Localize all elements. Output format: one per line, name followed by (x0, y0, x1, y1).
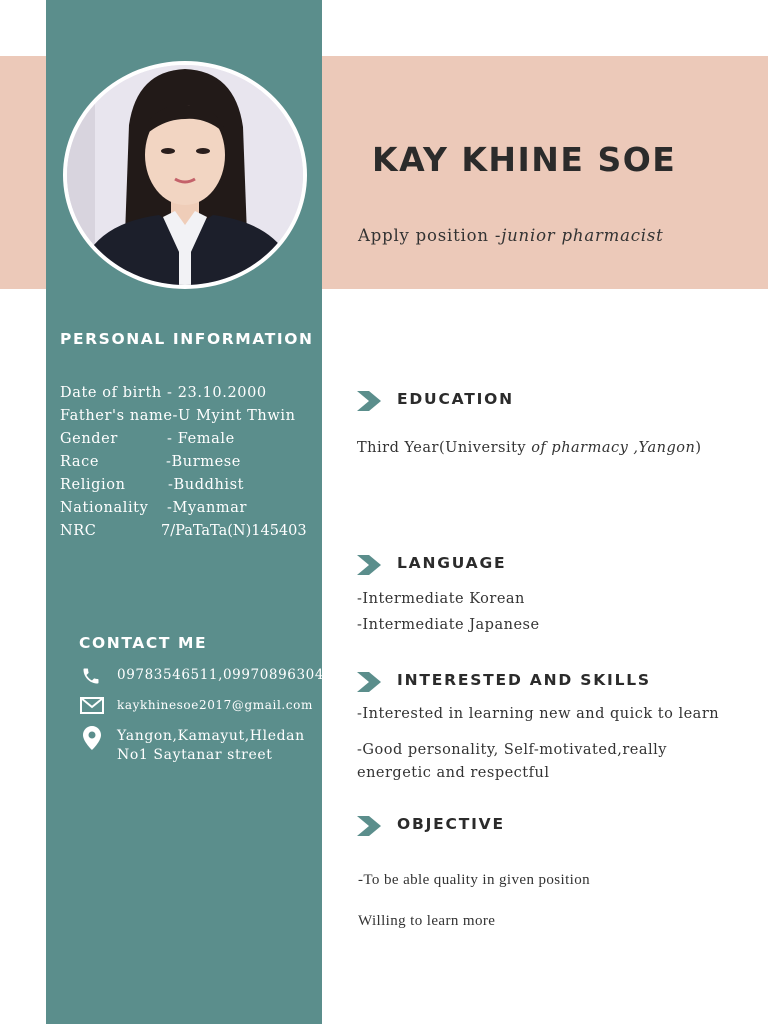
personal-info-heading: PERSONAL INFORMATION (60, 330, 314, 348)
phone-icon (80, 666, 102, 690)
personal-info-row (60, 500, 248, 522)
personal-info-row: Date of birth - 23.10.2000 (60, 385, 267, 401)
education-text (357, 440, 701, 456)
skills-title: INTERESTED AND SKILLS (397, 671, 651, 689)
education-title: EDUCATION (397, 390, 514, 408)
religion-value: -Buddhist (168, 477, 245, 493)
nationality-label: Nationality (60, 500, 149, 516)
personal-info-row (60, 523, 307, 545)
email-address: kaykhinesoe2017@gmail.com (117, 698, 313, 712)
apply-position-prefix: Apply position - (358, 226, 502, 245)
chevron-icon (357, 672, 381, 696)
objective-title: OBJECTIVE (397, 815, 505, 833)
race-label: Race (60, 454, 99, 470)
personal-info-row (60, 454, 241, 476)
skills-item: energetic and respectful (357, 765, 550, 781)
profile-photo (63, 61, 307, 289)
chevron-icon (357, 816, 381, 840)
objective-item: Willing to learn more (358, 913, 496, 929)
nrc-value: 7/PaTaTa(N)145403 (161, 523, 307, 539)
skills-item: -Interested in learning new and quick to learn (357, 706, 720, 722)
address-line-2: No1 Saytanar street (117, 747, 273, 763)
personal-info-row (60, 477, 245, 499)
education-prefix: Third Year(University (357, 440, 532, 456)
objective-item: -To be able quality in given position (358, 872, 591, 888)
skills-item: -Good personality, Self-motivated,really (357, 742, 667, 758)
nationality-value: -Myanmar (167, 500, 248, 516)
language-item: -Intermediate Japanese (357, 617, 540, 633)
chevron-icon (357, 391, 381, 415)
phone-number: 09783546511,09970896304 (117, 667, 325, 683)
race-value: -Burmese (166, 454, 241, 470)
language-item: -Intermediate Korean (357, 591, 525, 607)
address-line-1: Yangon,Kamayut,Hledan (117, 728, 305, 744)
mail-icon (80, 697, 104, 718)
education-suffix: ) (695, 440, 702, 456)
apply-position-title: junior pharmacist (501, 226, 664, 245)
chevron-icon (357, 555, 381, 579)
gender-value: - Female (167, 431, 235, 447)
personal-info-row: Father's name-U Myint Thwin (60, 408, 296, 424)
contact-heading: CONTACT ME (79, 634, 208, 652)
location-pin-icon (83, 726, 101, 754)
language-title: LANGUAGE (397, 554, 507, 572)
gender-label: Gender (60, 431, 118, 447)
religion-label: Religion (60, 477, 126, 493)
personal-info-row (60, 431, 235, 453)
nrc-label: NRC (60, 523, 97, 539)
candidate-name: KAY KHINE SOE (372, 140, 677, 179)
education-institution: of pharmacy ,Yangon (531, 440, 696, 456)
apply-position (358, 226, 664, 245)
